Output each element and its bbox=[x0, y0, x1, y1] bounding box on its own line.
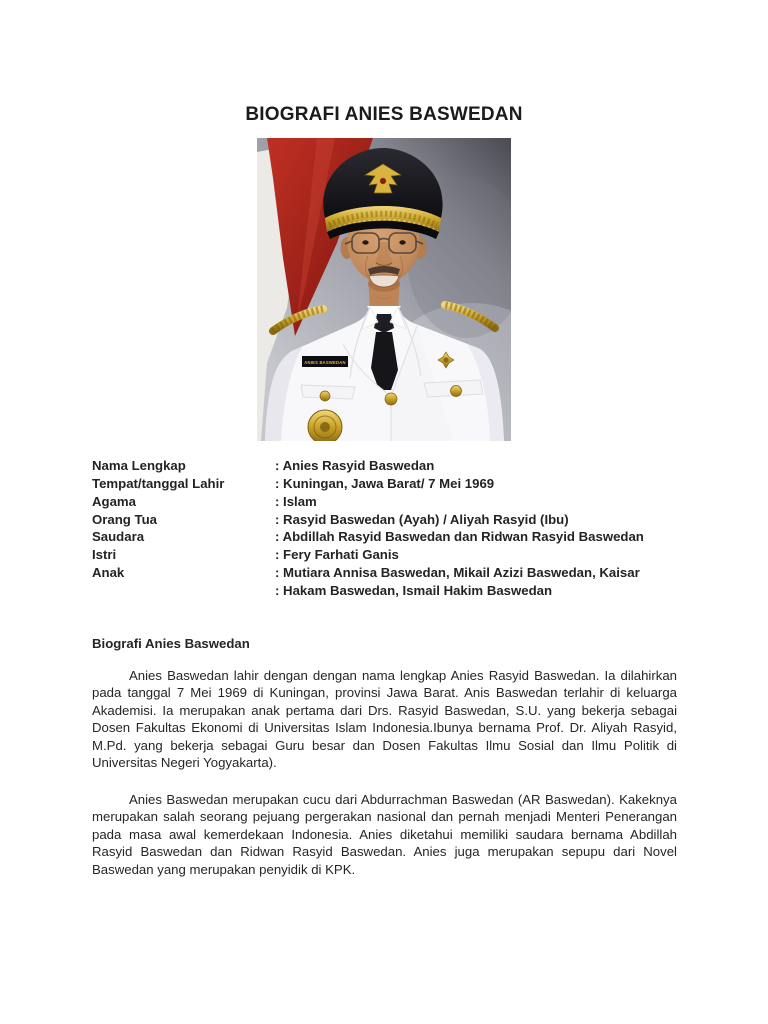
table-row bbox=[92, 582, 692, 600]
bio-label bbox=[92, 582, 275, 600]
page-title: BIOGRAFI ANIES BASWEDAN bbox=[245, 104, 523, 125]
bio-label: Tempat/tanggal Lahir bbox=[92, 475, 225, 491]
bio-value: : Kuningan, Jawa Barat/ 7 Mei 1969 bbox=[275, 475, 495, 491]
pocket-button-right bbox=[451, 386, 462, 397]
table-row bbox=[92, 457, 692, 475]
bio-value: : Fery Farhati Ganis bbox=[275, 547, 399, 563]
biography-paragraph-1: Anies Baswedan lahir dengan dengan nama lengkap Anies Rasyid Baswedan. Ia dilahirkan pada tanggal 7 Mei 1969 di Kuningan, provinsi Jawa Barat. Anis Baswedan terlahir di keluarga Akademisi. Ia merupakan anak pertama dari Drs. Rasyid Baswedan, S.U. yang bekerja sebagai Dosen Fakultas Ekonomi di Universitas Islam Indonesia.Ibunya bernama Prof. Dr. Aliyah Rasyid, M.Pd. yang bekerja sebagai Guru besar dan Dosen Fakultas Ilmu Sosial dan Ilmu Politik di Universitas Negeri Yogyakarta). bbox=[92, 667, 677, 770]
bio-value: : Rasyid Baswedan (Ayah) / Aliyah Rasyid (Ibu) bbox=[275, 511, 569, 527]
table-row bbox=[92, 493, 692, 511]
eye-right bbox=[399, 240, 405, 244]
bio-label: Nama Lengkap bbox=[92, 458, 186, 473]
name-tag bbox=[302, 356, 348, 367]
gold-medallion bbox=[308, 410, 342, 441]
bio-value: : Abdillah Rasyid Baswedan dan Ridwan Rasyid Baswedan bbox=[275, 529, 644, 545]
bio-value: : Hakam Baswedan, Ismail Hakim Baswedan bbox=[275, 582, 553, 598]
front-button bbox=[385, 393, 397, 405]
biography-paragraph-2: Anies Baswedan merupakan cucu dari Abdurrachman Baswedan (AR Baswedan). Kakeknya merupakan salah seorang pejuang pergerakan nasional dan pernah menjadi Menteri Penerangan pada masa awal kemerdekaan Indonesia. Anies diketahui memiliki saudara bernama Abdillah Rasyid Baswedan dan Ridwan Rasyid Baswedan. Anies juga merupakan sepupu dari Novel Baswedan yang merupakan penyidik di KPK. bbox=[92, 791, 677, 877]
bio-value: : Islam bbox=[275, 493, 317, 509]
table-row bbox=[92, 528, 692, 546]
table-row bbox=[92, 475, 692, 493]
eye-left bbox=[362, 240, 368, 244]
bio-table bbox=[92, 457, 692, 600]
bio-value: : Anies Rasyid Baswedan bbox=[275, 458, 435, 473]
bio-label: Agama bbox=[92, 493, 136, 509]
table-row bbox=[92, 546, 692, 564]
portrait-photo bbox=[257, 138, 511, 441]
table-row bbox=[92, 511, 692, 529]
table-row bbox=[92, 564, 692, 582]
pocket-button-left bbox=[320, 391, 330, 401]
bio-label: Saudara bbox=[92, 529, 145, 545]
bio-label: Orang Tua bbox=[92, 511, 157, 527]
bio-label: Anak bbox=[92, 565, 125, 581]
bio-value: : Mutiara Annisa Baswedan, Mikail Azizi Baswedan, Kaisar bbox=[275, 565, 640, 581]
name-tag-text: ANIES BASWEDAN bbox=[304, 360, 346, 365]
biography-section bbox=[92, 635, 677, 878]
biography-heading: Biografi Anies Baswedan bbox=[92, 636, 250, 651]
bio-label: Istri bbox=[92, 547, 117, 563]
